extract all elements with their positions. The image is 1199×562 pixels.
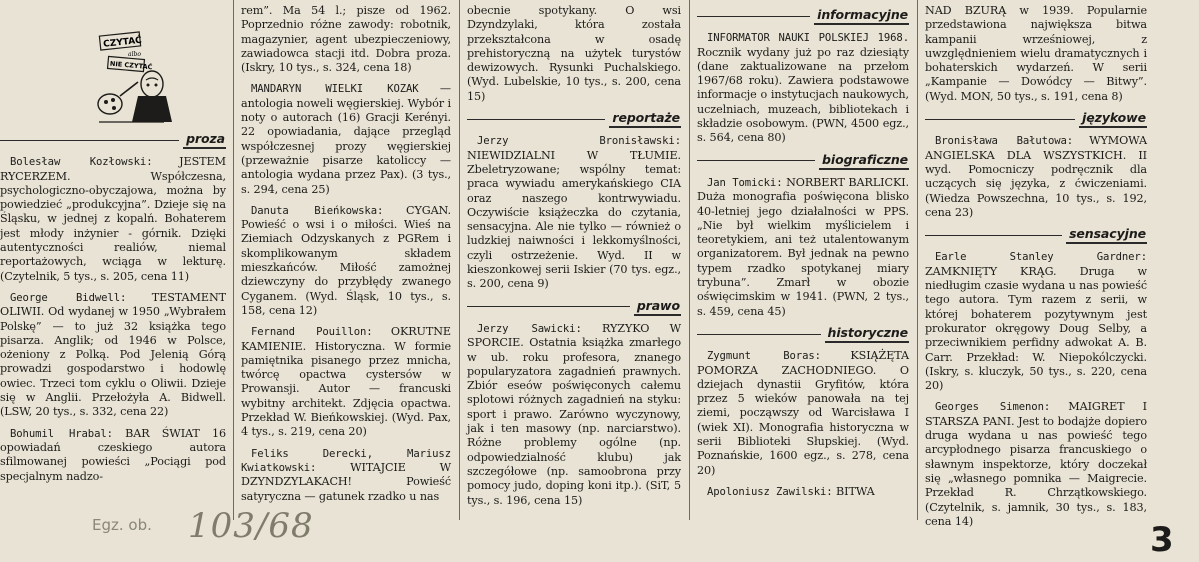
review-author: Bohumil Hrabal: bbox=[10, 427, 113, 440]
section-header-reportaze bbox=[467, 111, 681, 128]
review-text: WITAJCIE W DZYNDZYLAKACH! Powieść satyryczna — gatunek rzadko u nas bbox=[241, 460, 451, 503]
review-hrabal-continued bbox=[241, 4, 451, 75]
logo-bottom-text: NIE CZYTAĆ bbox=[109, 59, 153, 72]
library-stamp: Egz. ob. bbox=[92, 516, 152, 534]
review-sawicki bbox=[467, 322, 681, 508]
section-header-jezykowe bbox=[925, 111, 1147, 128]
review-text: RYZYKO W SPORCIE. Ostatnia książka zmarłego w ub. roku profesora, znanego popularyzatora zagadnień prawnych. Zbiór eseów poświęconych całemu splotowi różnych zagadnień na styku: sport i prawo. Zarówno wyczynowy, jak i ten masowy (np. narciarstwo). Różne problemy ogólne (np. odpowiedzialność klubu) jak szczegółowe (np. samoobrona przy pomocy judo, doping koni itp.). (SiT, 5 tys., s. 196, cena 15) bbox=[467, 321, 681, 507]
review-bidwell bbox=[0, 291, 226, 420]
review-title: INFORMATOR NAUKI POLSKIEJ 1968. bbox=[707, 32, 909, 45]
review-author: Apoloniusz Zawilski: bbox=[707, 485, 833, 498]
section-label: reportaże bbox=[609, 111, 681, 128]
review-simenon bbox=[925, 400, 1147, 529]
review-text: NORBERT BARLICKI. Duża monografia poświęcona blisko 40-letniej jego działalności w PPS. „Nie był wielkim myślicielem i teoretykiem, ani też utalentowanym organizatorem. Był jednak na pewno typem rzadko spotykanej miary trybuna”. Zmarł w obozie oświęcimskim w 1941. (PWN, 2 tys., s. 459, cena 45) bbox=[697, 175, 909, 318]
review-text: JESTEM RYCERZEM. Współczesna, psychologiczno-obyczajowa, można by powiedzieć „produkcyjna”. Dzieje się na Śląsku, w jednej z kopalń. Bohaterem jest młody inżynier - górnik. Dzięki autentyczności realiów, niemal reportażowych, wciąga w lekturę. (Czytelnik, 5 tys., s. 205, cena 11) bbox=[0, 155, 226, 283]
section-label: historyczne bbox=[825, 326, 909, 343]
review-balutowa bbox=[925, 134, 1147, 220]
section-label: sensacyjne bbox=[1066, 227, 1147, 244]
section-label: językowe bbox=[1079, 111, 1147, 128]
column-divider bbox=[689, 0, 690, 520]
review-zawilski bbox=[697, 485, 909, 499]
logo-middle-text: albo bbox=[128, 51, 141, 58]
review-pouillon bbox=[241, 325, 451, 439]
review-text: MAIGRET I STARSZA PANI. Jest to bodajże dopiero druga wydana u nas powieść tego arcypłodnego pisarza francuskiego o sławnym inspektorze, który doczekał się „własnego pomnika — Maigrecie. Przekład R. Chrzątkowskiego. (Czytelnik, s. jamnik, 30 tys., s. 183, cena 14) bbox=[925, 400, 1147, 528]
column-divider bbox=[459, 0, 460, 520]
review-author: Bronisława Bałutowa: bbox=[935, 135, 1074, 148]
review-hrabal bbox=[0, 427, 226, 484]
review-text: BAR ŚWIAT 16 opowiadań czeskiego autora sfilmowanej powieści „Pociągi pod specjalnym nadzo- bbox=[0, 426, 226, 483]
review-author: George Bidwell: bbox=[10, 291, 127, 304]
review-text: ZAMKNIĘTY KRĄG. Druga w niedługim czasie wydana u nas powieść tego autora. Tym razem z serii, w której bohaterem pozytywnym jest prokurator okręgowy Doug Selby, a przeciwnikiem perfidny adwokat A. B. Carr. Przekład: W. Niepokólczycki. (Iskry, s. kluczyk, 50 tys., s. 220, cena 20) bbox=[925, 264, 1147, 393]
review-title: MANDARYN WIELKI KOZAK bbox=[251, 83, 419, 96]
review-text: OKRUTNE KAMIENIE. Historyczna. W formie pamiętnika pisanego przez mnicha, twórcę opactwa cystersów w Prowansji. Autor — francuski wybitny architekt. Zdjęcia opactwa. Przekład W. Bieńkowskiej. (Wyd. Pax, 4 tys., s. 219, cena 20) bbox=[241, 325, 451, 439]
review-author: Fernand Pouillon: bbox=[251, 326, 373, 339]
review-gardner bbox=[925, 250, 1147, 393]
review-author: Danuta Bieńkowska: bbox=[251, 204, 384, 217]
review-derecki-continued bbox=[467, 4, 681, 104]
review-author: Georges Simenon: bbox=[935, 401, 1051, 414]
column-5 bbox=[925, 4, 1147, 536]
review-author: Earle Stanley Gardner: bbox=[935, 251, 1147, 264]
review-author: Zygmunt Boras: bbox=[707, 350, 821, 363]
section-header-informacyjne bbox=[697, 8, 909, 25]
review-mandaryn bbox=[241, 82, 451, 196]
section-header-historyczne bbox=[697, 326, 909, 343]
review-bronislawski bbox=[467, 134, 681, 291]
review-text: rem”. Ma 54 l.; pisze od 1962. Poprzednio różne zawody: robotnik, magazynier, agent ubezpieczeniowy, zawiadowca stacji itd. Dobra proza. (Iskry, 10 tys., s. 324, cena 18) bbox=[241, 4, 451, 75]
review-text: NIEWIDZIALNI W TŁUMIE. Zbeletryzowane; wspólny temat: praca wywiadu amerykańskiego CIA oraz naszego kontrwywiadu. Oczywiście książeczka do czytania, sensacyjna. Ale nie tylko — również o ludzkiej naiwności i lekkomyślności, czyli ostrzeżenie. Wyd. II w kieszonkowej serii Iskier (70 tys. egz., s. 200, cena 9) bbox=[467, 148, 681, 291]
review-zawilski-continued bbox=[925, 4, 1147, 104]
section-header-prawo bbox=[467, 299, 681, 316]
review-tomicki bbox=[697, 176, 909, 319]
handwritten-number: 103/68 bbox=[188, 506, 314, 546]
column-3 bbox=[467, 4, 681, 515]
review-informator bbox=[697, 31, 909, 145]
column-2 bbox=[241, 4, 451, 511]
review-derecki bbox=[241, 447, 451, 504]
review-text: obecnie spotykany. O wsi Dzyndzylaki, która została przekształcona w osadę prehistoryczną na użytek turystów dewizowych. Rysunki Puchalskiego. (Wyd. Lubelskie, 10 tys., s. 200, cena 15) bbox=[467, 4, 681, 103]
review-text: KSIĄŻĘTA POMORZA ZACHODNIEGO. O dziejach dynastii Gryfitów, która przez 5 wieków panowała na tej ziemi, począwszy od Warcisława I (wiek XI). Monografia historyczna w serii Biblioteki Słupskiej. (Wyd. Poznańskie, 1600 egz., s. 278, cena 20) bbox=[697, 349, 909, 477]
column-divider bbox=[233, 0, 234, 520]
logo-top-text: CZYTAĆ bbox=[102, 35, 143, 50]
review-text: NAD BZURĄ w 1939. Popularnie przedstawiona największa bitwa kampanii wrześniowej, z uwzględnieniem wielu dramatycznych i bohaterskich wydarzeń. W serii „Kampanie — Dowódcy — Bitwy”. (Wyd. MON, 50 tys., s. 191, cena 8) bbox=[925, 4, 1147, 103]
review-author: Jerzy Sawicki: bbox=[477, 322, 582, 335]
review-author: Bolesław Kozłowski: bbox=[10, 156, 153, 169]
review-text: TESTAMENT OLIWII. Od wydanej w 1950 „Wybrałem Polskę” — to już 32 książka tego pisarza. Anglik; od 1946 w Polsce, ożeniony z Polką. Pod Jelenią Górą prowadzi gospodarstwo i hodowlę owiec. Trzeci tom cyklu o Oliwii. Dzieje się w Anglii. Przełożyła A. Bidwell. (LSW, 20 tys., s. 332, cena 22) bbox=[0, 290, 226, 419]
review-kozlowski bbox=[0, 155, 226, 284]
section-label: informacyjne bbox=[814, 8, 909, 25]
section-label: proza bbox=[183, 132, 226, 149]
section-label: prawo bbox=[634, 299, 681, 316]
section-label: biograficzne bbox=[819, 153, 909, 170]
review-text: Rocznik wydany już po raz dziesiąty (dane zaktualizowane na przełom 1967/68 roku). Zawiera podstawowe informacje o instytucjach naukowych, uczelniach, muzeach, bibliotekach i składzie osobowym. (PWN, 4500 egz., s. 564, cena 80) bbox=[697, 45, 909, 145]
review-text: CYGAN. Powieść o wsi i o miłości. Wieś na Ziemiach Odzyskanych z PGRem i skomplikowanym składem mieszkańców. Miłość zamożnej dziewczyny do przybłędy zwanego Cyganem. (Wyd. Śląsk, 10 tys., s. 158, cena 12) bbox=[241, 203, 451, 317]
column-1 bbox=[0, 128, 226, 491]
column-4 bbox=[697, 4, 909, 506]
review-author: Feliks Derecki, Mariusz Kwiatkowski: bbox=[241, 447, 451, 474]
section-header-biograficzne bbox=[697, 153, 909, 170]
czytac-logo bbox=[94, 30, 174, 126]
review-bienkowska bbox=[241, 204, 451, 318]
review-text: — antologia noweli węgierskiej. Wybór i noty o autorach (16) Gracji Kerényi. 22 opowiadania, dające przegląd współczesnej prozy węgierskiej (przeważnie pisarze katoliccy — antologia wydana przez Pax). (3 tys., s. 294, cena 25) bbox=[241, 82, 451, 196]
section-header-sensacyjne bbox=[925, 227, 1147, 244]
column-divider bbox=[917, 0, 918, 520]
review-text: BITWA bbox=[836, 484, 875, 498]
page-number: 3 bbox=[1150, 520, 1174, 560]
review-author: Jerzy Bronisławski: bbox=[477, 135, 681, 148]
review-boras bbox=[697, 349, 909, 478]
review-text: WYMOWA ANGIELSKA DLA WSZYSTKICH. II wyd. Pomocniczy podręcznik dla uczących się języka, z ćwiczeniami. (Wiedza Powszechna, 10 tys., s. 192, cena 23) bbox=[925, 134, 1147, 219]
section-header-proza bbox=[0, 132, 226, 149]
review-author: Jan Tomicki: bbox=[707, 176, 783, 189]
